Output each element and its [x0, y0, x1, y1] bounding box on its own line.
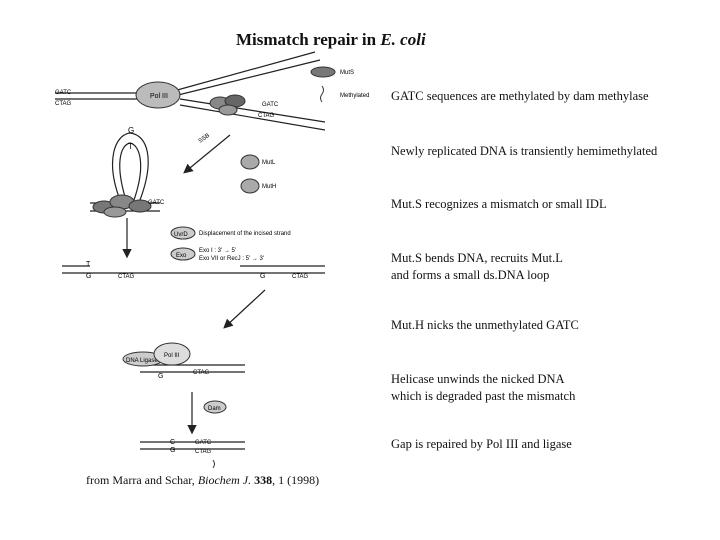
step-7: Gap is repaired by Pol III and ligase: [391, 437, 572, 451]
dam-label: Dam: [208, 406, 221, 412]
legend-mutl: MutL: [262, 160, 276, 166]
c-label: C: [170, 439, 176, 446]
repaired-panel: [140, 442, 245, 449]
step-5: Mut.H nicks the unmethylated GATC: [391, 318, 579, 332]
arrow-3: [225, 290, 265, 327]
pol3-label-2: Pol III: [164, 353, 180, 359]
gatc-label-4: GATC: [195, 440, 212, 446]
ssb-label: SSB: [197, 132, 211, 145]
page-title: Mismatch repair in E. coli: [236, 30, 426, 49]
legend-methylated: Methylated: [340, 93, 370, 99]
g-label-2: G: [86, 273, 92, 280]
ctag-label-4: CTAG: [292, 274, 309, 280]
ligase-label: DNA Ligase: [126, 358, 158, 364]
exo-line-1: Exo I : 3' → 5': [199, 248, 236, 254]
ctag-label-3: CTAG: [118, 274, 135, 280]
ctag-label-5: CTAG: [193, 370, 210, 376]
step-4: Mut.S bends DNA, recruits Mut.L and forms a small ds.DNA loop: [391, 251, 563, 282]
t-label-2: T: [86, 261, 91, 268]
legend-muth-shape: [241, 179, 259, 193]
citation: from Marra and Schar, Biochem J. 338, 1 (1998): [86, 473, 320, 487]
g-label-5: G: [170, 447, 176, 454]
displacement-label: Displacement of the incised strand: [199, 231, 291, 237]
legend-mutl-shape: [241, 155, 259, 169]
t-label-1: T: [128, 142, 133, 151]
gap-panel: [62, 266, 325, 273]
g-label-1: G: [128, 126, 135, 135]
legend-muts: MutS: [340, 70, 355, 76]
gatc-label-3: GATC: [148, 200, 165, 206]
uvrd-label: UvrD: [174, 232, 188, 238]
g-label-4: G: [158, 373, 164, 380]
step-3: Mut.S recognizes a mismatch or small IDL: [391, 197, 607, 211]
methyl-icon: [321, 86, 324, 102]
exo-line-2: Exo VII or RecJ : 5' → 3': [199, 256, 264, 262]
ctag-label-1: CTAG: [55, 101, 72, 107]
legend-muth: MutH: [262, 184, 277, 190]
ctag-label-6: CTAG: [195, 449, 212, 455]
title-organism: E. coli: [380, 30, 426, 49]
step-6: Helicase unwinds the nicked DNA which is degraded past the mismatch: [391, 372, 576, 403]
step-1: GATC sequences are methylated by dam methylase: [391, 89, 649, 103]
mutl-shape-1: [219, 105, 237, 115]
legend-muts-shape: [311, 67, 335, 77]
step-2: Newly replicated DNA is transiently hemimethylated: [391, 144, 658, 158]
gatc-label-1: GATC: [55, 90, 72, 96]
ctag-label-2: CTAG: [258, 113, 275, 119]
gatc-label-2: GATC: [262, 102, 279, 108]
exo-label: Exo: [176, 253, 187, 259]
g-label-3: G: [260, 273, 266, 280]
pol3-label-1: Pol III: [150, 93, 168, 100]
arrow-1: [185, 132, 230, 172]
replication-fork-panel: [55, 52, 325, 130]
